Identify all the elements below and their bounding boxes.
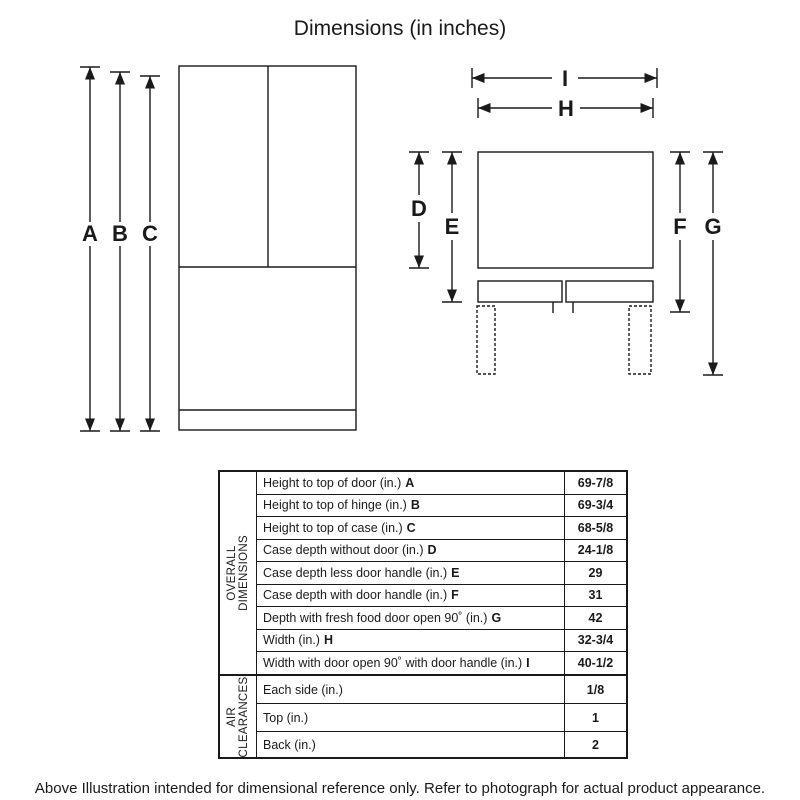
row-code: C [406,520,416,535]
row-code: H [323,633,333,648]
row-value: 31 [588,588,603,603]
table-row [256,676,626,704]
table-row [256,517,626,540]
label-i: I [561,66,569,91]
group-label-line2: DIMENSIONS [238,535,250,611]
row-value: 1/8 [586,682,605,697]
label-b: B [112,221,128,246]
row-value: 69-7/8 [577,475,614,490]
row-value: 42 [588,610,603,625]
row-code: G [491,610,502,625]
table-row [256,607,626,630]
label-h: H [558,96,574,121]
table-row [256,630,626,653]
row-value: 32-3/4 [577,633,614,648]
row-value: 1 [592,710,599,725]
row-code: A [405,475,415,490]
dimension-line-g [703,152,723,375]
group-label-line1: OVERALL [226,545,238,601]
footnote: Above Illustration intended for dimensional reference only. Refer to photograph for actual product appearance. [34,780,766,797]
row-label: Each side (in.) [263,682,343,697]
row-label: Top (in.) [263,710,309,725]
label-e: E [444,214,460,239]
row-label: Case depth with door handle (in.) [263,588,448,603]
label-g: G [704,214,722,239]
dimensions-table [218,470,628,759]
table-row [256,562,626,585]
row-code: F [451,588,459,603]
fridge-front-view [179,66,356,430]
label-f: F [673,214,687,239]
row-code: I [526,656,530,670]
air-clearances-group [220,676,626,757]
dimension-line-a [80,67,100,431]
table-row [256,495,626,518]
row-value: 69-3/4 [577,498,614,513]
table-row [256,585,626,608]
overall-dimensions-group [220,472,626,676]
row-code: D [427,543,437,558]
row-label: Width with door open 90˚ with door handle (in.) [263,656,523,670]
row-value: 29 [588,565,603,580]
row-value: 68-5/8 [577,520,614,535]
row-value: 40-1/2 [577,656,614,670]
overall-dimensions-header [220,472,257,674]
dimension-line-b [110,72,130,431]
row-label: Back (in.) [263,737,316,752]
label-d: D [411,196,427,221]
row-code: E [451,565,460,580]
fridge-top-view [477,152,653,374]
page-title: Dimensions (in inches) [293,17,507,40]
table-row [256,704,626,732]
row-value: 24-1/8 [577,543,614,558]
row-label: Height to top of hinge (in.) [263,498,407,513]
row-value: 2 [592,737,599,752]
dimension-line-c [140,76,160,431]
row-label: Width (in.) [263,633,320,648]
group-label-line1: AIR [226,706,238,727]
label-c: C [142,221,158,246]
row-label: Case depth without door (in.) [263,543,424,558]
table-row [256,732,626,757]
label-a: A [82,221,98,246]
row-label: Height to top of case (in.) [263,520,403,535]
group-label-line2: CLEARANCES [238,676,250,757]
air-clearances-header [220,676,257,757]
table-row [256,652,626,674]
row-label: Case depth less door handle (in.) [263,565,448,580]
row-code: B [410,498,420,513]
row-label: Height to top of door (in.) [263,475,402,490]
table-row [256,472,626,495]
table-row [256,540,626,563]
row-label: Depth with fresh food door open 90˚ (in.) [263,610,488,625]
